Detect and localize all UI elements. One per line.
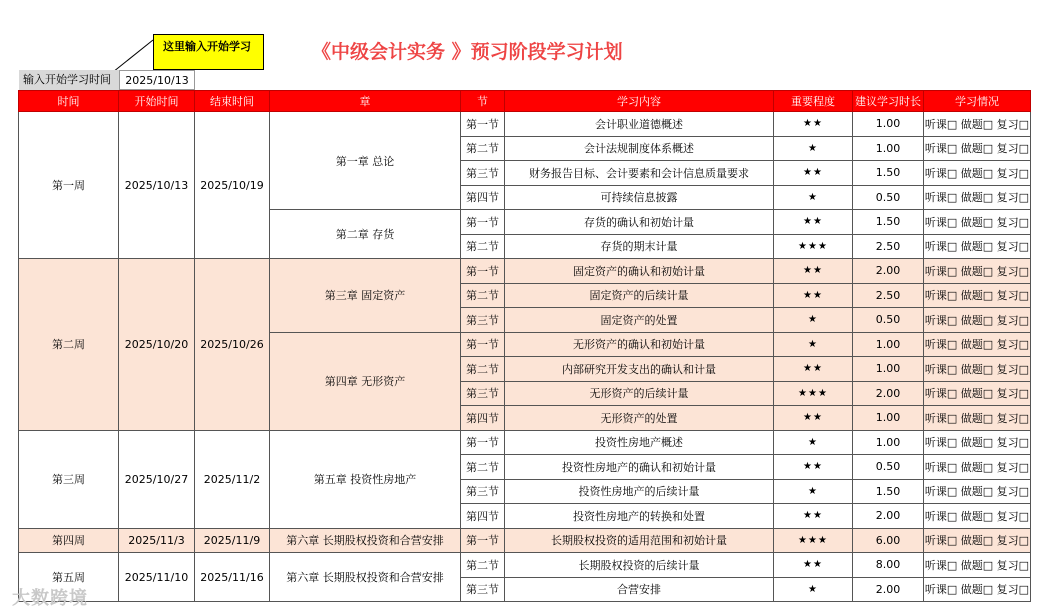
chapter-cell: 第四章 无形资产 bbox=[270, 332, 461, 430]
status-checkboxes[interactable]: 听课□ 做题□ 复习□ bbox=[924, 577, 1031, 602]
hours-cell: 0.50 bbox=[853, 308, 924, 333]
section-cell: 第三节 bbox=[461, 381, 505, 406]
section-cell: 第一节 bbox=[461, 210, 505, 235]
header-importance: 重要程度 bbox=[774, 91, 853, 112]
importance-cell: ★★★ bbox=[774, 381, 853, 406]
chapter-cell: 第六章 长期股权投资和合营安排 bbox=[270, 528, 461, 553]
status-checkboxes[interactable]: 听课□ 做题□ 复习□ bbox=[924, 112, 1031, 137]
week-cell: 第二周 bbox=[19, 259, 119, 431]
content-cell: 投资性房地产概述 bbox=[505, 430, 774, 455]
section-cell: 第一节 bbox=[461, 332, 505, 357]
status-checkboxes[interactable]: 听课□ 做题□ 复习□ bbox=[924, 528, 1031, 553]
week-end-cell: 2025/11/2 bbox=[195, 430, 270, 528]
week-start-cell: 2025/11/3 bbox=[119, 528, 195, 553]
table-row bbox=[19, 112, 1031, 137]
chapter-cell: 第六章 长期股权投资和合营安排 bbox=[270, 553, 461, 602]
hours-cell: 0.50 bbox=[853, 185, 924, 210]
importance-cell: ★★ bbox=[774, 210, 853, 235]
input-hint-note: 这里输入开始学习 bbox=[153, 34, 264, 70]
hours-cell: 1.00 bbox=[853, 332, 924, 357]
importance-cell: ★★ bbox=[774, 161, 853, 186]
section-cell: 第三节 bbox=[461, 308, 505, 333]
importance-cell: ★★ bbox=[774, 406, 853, 431]
content-cell: 存货的确认和初始计量 bbox=[505, 210, 774, 235]
content-cell: 固定资产的处置 bbox=[505, 308, 774, 333]
header-section: 节 bbox=[461, 91, 505, 112]
content-cell: 固定资产的确认和初始计量 bbox=[505, 259, 774, 284]
content-cell: 财务报告目标、会计要素和会计信息质量要求 bbox=[505, 161, 774, 186]
header-content: 学习内容 bbox=[505, 91, 774, 112]
section-cell: 第一节 bbox=[461, 259, 505, 284]
content-cell: 内部研究开发支出的确认和计量 bbox=[505, 357, 774, 382]
section-cell: 第二节 bbox=[461, 234, 505, 259]
week-cell: 第五周 bbox=[19, 553, 119, 602]
importance-cell: ★★ bbox=[774, 112, 853, 137]
section-cell: 第二节 bbox=[461, 283, 505, 308]
content-cell: 投资性房地产的确认和初始计量 bbox=[505, 455, 774, 480]
hours-cell: 1.00 bbox=[853, 136, 924, 161]
hours-cell: 2.00 bbox=[853, 381, 924, 406]
hours-cell: 2.00 bbox=[853, 504, 924, 529]
header-end: 结束时间 bbox=[195, 91, 270, 112]
importance-cell: ★★★ bbox=[774, 528, 853, 553]
section-cell: 第四节 bbox=[461, 406, 505, 431]
section-cell: 第三节 bbox=[461, 161, 505, 186]
status-checkboxes[interactable]: 听课□ 做题□ 复习□ bbox=[924, 308, 1031, 333]
status-checkboxes[interactable]: 听课□ 做题□ 复习□ bbox=[924, 381, 1031, 406]
section-cell: 第二节 bbox=[461, 136, 505, 161]
content-cell: 投资性房地产的后续计量 bbox=[505, 479, 774, 504]
section-cell: 第二节 bbox=[461, 553, 505, 578]
section-cell: 第三节 bbox=[461, 479, 505, 504]
status-checkboxes[interactable]: 听课□ 做题□ 复习□ bbox=[924, 504, 1031, 529]
status-checkboxes[interactable]: 听课□ 做题□ 复习□ bbox=[924, 406, 1031, 431]
week-end-cell: 2025/11/16 bbox=[195, 553, 270, 602]
importance-cell: ★ bbox=[774, 430, 853, 455]
importance-cell: ★★ bbox=[774, 259, 853, 284]
hours-cell: 0.50 bbox=[853, 455, 924, 480]
start-date-row bbox=[19, 70, 195, 90]
content-cell: 会计法规制度体系概述 bbox=[505, 136, 774, 161]
status-checkboxes[interactable]: 听课□ 做题□ 复习□ bbox=[924, 332, 1031, 357]
status-checkboxes[interactable]: 听课□ 做题□ 复习□ bbox=[924, 234, 1031, 259]
table-row bbox=[19, 528, 1031, 553]
importance-cell: ★ bbox=[774, 479, 853, 504]
week-start-cell: 2025/10/13 bbox=[119, 112, 195, 259]
hours-cell: 8.00 bbox=[853, 553, 924, 578]
section-cell: 第四节 bbox=[461, 504, 505, 529]
content-cell: 长期股权投资的适用范围和初始计量 bbox=[505, 528, 774, 553]
status-checkboxes[interactable]: 听课□ 做题□ 复习□ bbox=[924, 210, 1031, 235]
status-checkboxes[interactable]: 听课□ 做题□ 复习□ bbox=[924, 479, 1031, 504]
hours-cell: 6.00 bbox=[853, 528, 924, 553]
header-start: 开始时间 bbox=[119, 91, 195, 112]
content-cell: 无形资产的后续计量 bbox=[505, 381, 774, 406]
section-cell: 第二节 bbox=[461, 455, 505, 480]
importance-cell: ★ bbox=[774, 577, 853, 602]
header-chapter: 章 bbox=[270, 91, 461, 112]
start-date-input[interactable]: 2025/10/13 bbox=[119, 70, 195, 90]
section-cell: 第一节 bbox=[461, 112, 505, 137]
section-cell: 第二节 bbox=[461, 357, 505, 382]
hours-cell: 1.50 bbox=[853, 210, 924, 235]
importance-cell: ★ bbox=[774, 332, 853, 357]
status-checkboxes[interactable]: 听课□ 做题□ 复习□ bbox=[924, 430, 1031, 455]
table-row bbox=[19, 553, 1031, 578]
content-cell: 无形资产的确认和初始计量 bbox=[505, 332, 774, 357]
week-end-cell: 2025/10/19 bbox=[195, 112, 270, 259]
hours-cell: 2.00 bbox=[853, 577, 924, 602]
page-title: 《中级会计实务 》预习阶段学习计划 bbox=[312, 41, 623, 63]
status-checkboxes[interactable]: 听课□ 做题□ 复习□ bbox=[924, 357, 1031, 382]
content-cell: 固定资产的后续计量 bbox=[505, 283, 774, 308]
status-checkboxes[interactable]: 听课□ 做题□ 复习□ bbox=[924, 136, 1031, 161]
status-checkboxes[interactable]: 听课□ 做题□ 复习□ bbox=[924, 455, 1031, 480]
content-cell: 可持续信息披露 bbox=[505, 185, 774, 210]
section-cell: 第一节 bbox=[461, 430, 505, 455]
importance-cell: ★★ bbox=[774, 357, 853, 382]
week-start-cell: 2025/10/27 bbox=[119, 430, 195, 528]
chapter-cell: 第五章 投资性房地产 bbox=[270, 430, 461, 528]
hours-cell: 1.00 bbox=[853, 430, 924, 455]
hours-cell: 2.50 bbox=[853, 234, 924, 259]
header-hours: 建议学习时长 bbox=[853, 91, 924, 112]
watermark-logo: 大数跨境 bbox=[12, 588, 88, 609]
study-plan-table bbox=[18, 90, 1031, 602]
table-row bbox=[19, 259, 1031, 284]
section-cell: 第四节 bbox=[461, 185, 505, 210]
header-time: 时间 bbox=[19, 91, 119, 112]
content-cell: 存货的期末计量 bbox=[505, 234, 774, 259]
status-checkboxes[interactable]: 听课□ 做题□ 复习□ bbox=[924, 283, 1031, 308]
week-cell: 第三周 bbox=[19, 430, 119, 528]
chapter-cell: 第二章 存货 bbox=[270, 210, 461, 259]
table-row bbox=[19, 430, 1031, 455]
importance-cell: ★★ bbox=[774, 553, 853, 578]
week-end-cell: 2025/10/26 bbox=[195, 259, 270, 431]
header-status: 学习情况 bbox=[924, 91, 1031, 112]
importance-cell: ★ bbox=[774, 308, 853, 333]
status-checkboxes[interactable]: 听课□ 做题□ 复习□ bbox=[924, 553, 1031, 578]
hours-cell: 1.00 bbox=[853, 357, 924, 382]
table-header-row bbox=[19, 91, 1031, 112]
content-cell: 合营安排 bbox=[505, 577, 774, 602]
hours-cell: 1.50 bbox=[853, 479, 924, 504]
week-end-cell: 2025/11/9 bbox=[195, 528, 270, 553]
week-cell: 第四周 bbox=[19, 528, 119, 553]
importance-cell: ★★ bbox=[774, 283, 853, 308]
importance-cell: ★★★ bbox=[774, 234, 853, 259]
importance-cell: ★ bbox=[774, 136, 853, 161]
chapter-cell: 第三章 固定资产 bbox=[270, 259, 461, 333]
importance-cell: ★★ bbox=[774, 455, 853, 480]
section-cell: 第三节 bbox=[461, 577, 505, 602]
start-date-label: 输入开始学习时间 bbox=[19, 70, 119, 90]
status-checkboxes[interactable]: 听课□ 做题□ 复习□ bbox=[924, 185, 1031, 210]
hours-cell: 1.00 bbox=[853, 112, 924, 137]
content-cell: 投资性房地产的转换和处置 bbox=[505, 504, 774, 529]
status-checkboxes[interactable]: 听课□ 做题□ 复习□ bbox=[924, 259, 1031, 284]
hours-cell: 1.00 bbox=[853, 406, 924, 431]
week-start-cell: 2025/11/10 bbox=[119, 553, 195, 602]
status-checkboxes[interactable]: 听课□ 做题□ 复习□ bbox=[924, 161, 1031, 186]
importance-cell: ★★ bbox=[774, 504, 853, 529]
importance-cell: ★ bbox=[774, 185, 853, 210]
chapter-cell: 第一章 总论 bbox=[270, 112, 461, 210]
hours-cell: 1.50 bbox=[853, 161, 924, 186]
week-cell: 第一周 bbox=[19, 112, 119, 259]
content-cell: 长期股权投资的后续计量 bbox=[505, 553, 774, 578]
section-cell: 第一节 bbox=[461, 528, 505, 553]
week-start-cell: 2025/10/20 bbox=[119, 259, 195, 431]
content-cell: 无形资产的处置 bbox=[505, 406, 774, 431]
content-cell: 会计职业道德概述 bbox=[505, 112, 774, 137]
hours-cell: 2.00 bbox=[853, 259, 924, 284]
hours-cell: 2.50 bbox=[853, 283, 924, 308]
